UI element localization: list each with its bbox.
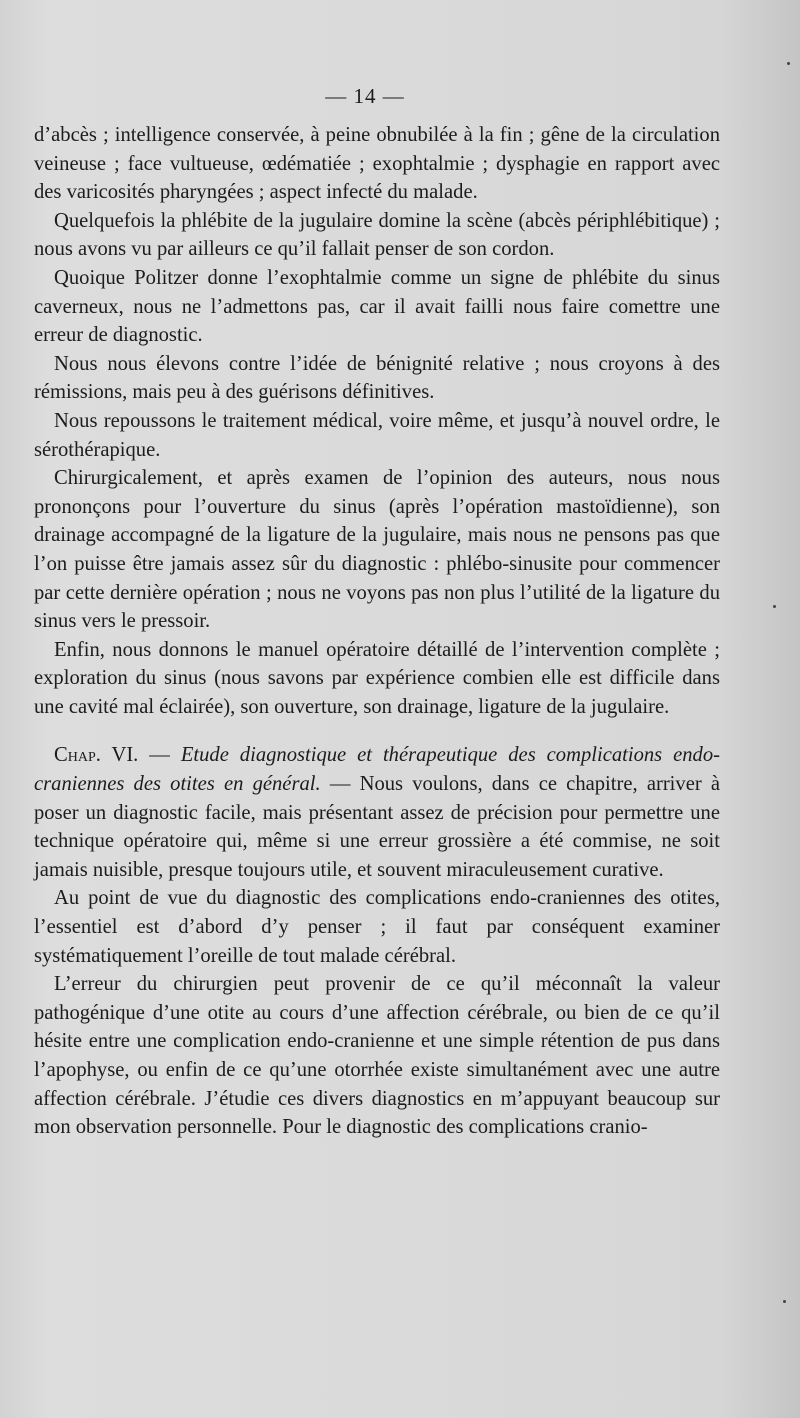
body-text — [34, 121, 720, 1142]
scan-speck — [773, 605, 776, 608]
scan-speck — [783, 1300, 786, 1303]
scan-speck — [787, 62, 790, 65]
chapter-number: Chap. VI. — [54, 744, 139, 767]
paragraph-5: Nous repoussons le traitement médical, voire même, et jusqu’à nouvel ordre, le sérothérapique. — [34, 409, 720, 461]
paragraph-9: L’erreur du chirurgien peut provenir de ce qu’il méconnaît la valeur pathogénique d’une otite au cours d’une affection cérébrale, ou bien de ce qu’il hésite entre une complication endo-cranienne et une simple rétention de pus dans l’apophyse, ou enfin de ce qu’une otorrhée existe simultanément avec une autre affection cérébrale. J’étudie ces divers diagnostics en m’appuyant beaucoup sur mon observation personnelle. Pour le diagnostic des complications cranio- — [34, 973, 720, 1139]
chapter-paragraph — [34, 741, 720, 884]
paragraph-1: d’abcès ; intelligence conservée, à peine obnubilée à la fin ; gêne de la circulation veineuse ; face vultueuse, œdématiée ; exophtalmie ; dysphagie en rapport avec des varicosités pharyngées ; aspect infecté du malade. — [34, 124, 720, 204]
paragraph-6: Chirurgicalement, et après examen de l’opinion des auteurs, nous nous prononçons pour l’ouverture du sinus (après l’opération mastoïdienne), son drainage accompagné de la ligature de la jugulaire, mais nous ne pensons pas que l’on puisse être jamais assez sûr du diagnostic : phlébo-sinusite pour commencer par cette dernière opération ; nous ne voyons pas non plus l’utilité de la ligature du sinus vers le pressoir. — [34, 467, 720, 633]
chapter-title: Etude diagnostique et thérapeutique des complications endo-craniennes des otites en général. — [34, 744, 721, 796]
paragraph-3: Quoique Politzer donne l’exophtalmie comme un signe de phlébite du sinus caverneux, nous ne l’admettons pas, car il avait failli nous faire comettre une erreur de diagnostic. — [34, 266, 720, 347]
paragraph-2: Quelquefois la phlébite de la jugulaire domine la scène (abcès périphlébitique) ; nous avons vu par ailleurs ce qu’il fallait penser de son cordon. — [34, 209, 720, 261]
chapter-dash: — — [138, 744, 181, 767]
chapter-intro: — Nous voulons, dans ce chapitre, arriver à poser un diagnostic facile, mais présentant assez de précision pour permettre une technique opératoire qui, même si une erreur grossière a été commise, ne soit jamais nuisible, presque toujours utile, et souvent miraculeusement curative. — [34, 773, 721, 881]
paragraph-8: Au point de vue du diagnostic des complications endo-craniennes des otites, l’essentiel est d’abord d’y penser ; il faut par conséquent examiner systématiquement l’oreille de tout malade cérébral. — [34, 887, 720, 967]
page-number: — 14 — — [325, 84, 405, 108]
paragraph-4: Nous nous élevons contre l’idée de bénignité relative ; nous croyons à des rémissions, mais peu à des guérisons définitives. — [34, 352, 720, 404]
paragraph-7: Enfin, nous donnons le manuel opératoire détaillé de l’intervention complète ; exploration du sinus (nous savons par expérience combien elle est difficile dans une cavité mal éclairée), son ouverture, son drainage, ligature de la jugulaire. — [34, 638, 720, 718]
